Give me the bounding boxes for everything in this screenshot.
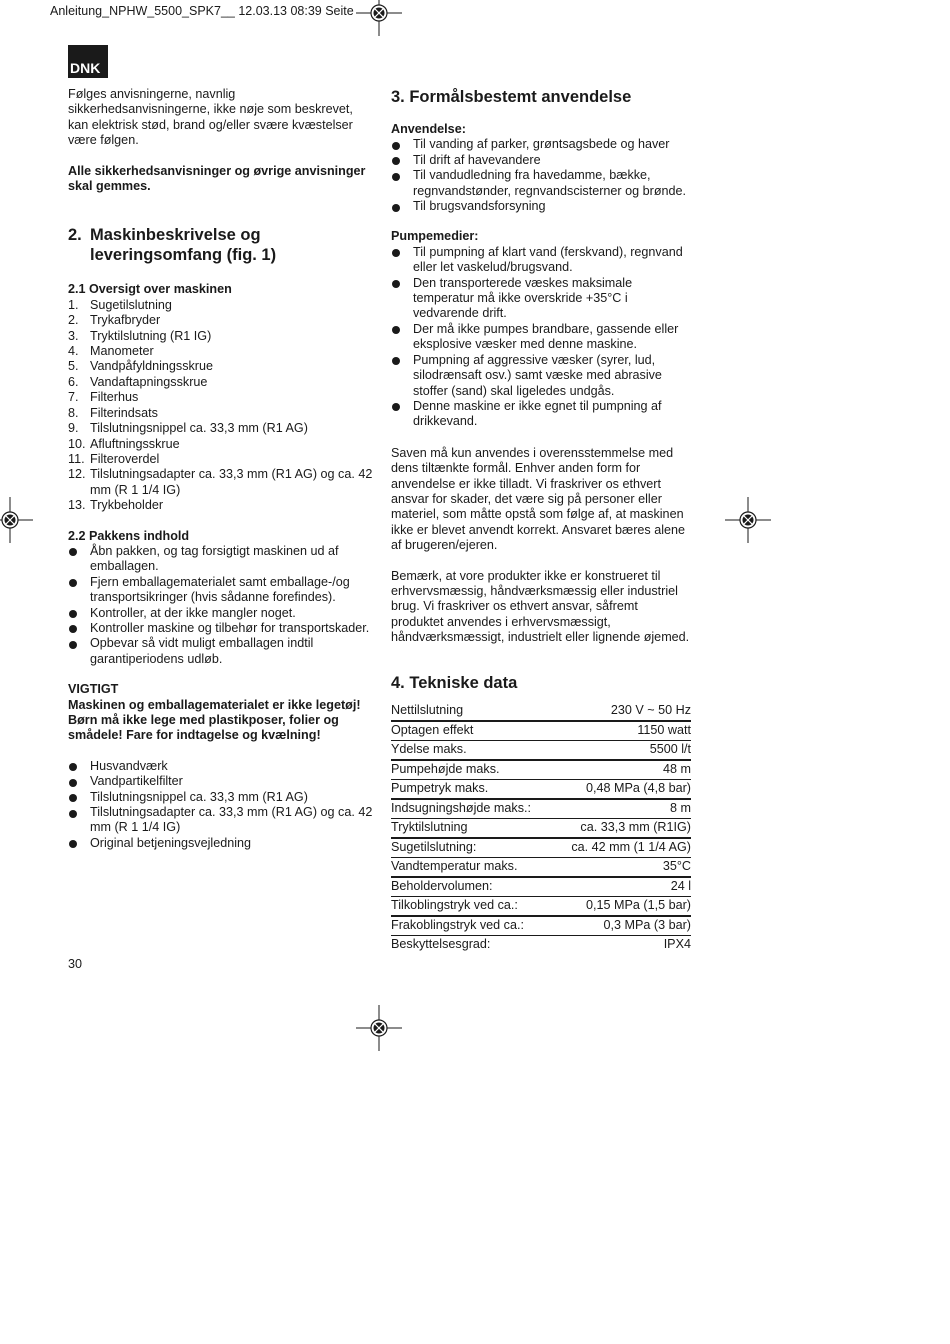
item-number: 6. [68,374,79,389]
spec-value: 0,48 MPa (4,8 bar) [553,779,691,799]
bullet-icon [391,153,413,168]
list-item [68,313,373,328]
item-text: Vandpartikelfilter [90,774,183,789]
item-number: 1. [68,297,79,312]
table-row [391,740,691,760]
bullet-icon [391,245,413,276]
list-item [68,621,373,636]
package-steps-list [68,544,373,667]
table-row [391,935,691,954]
item-text: Tryktilslutning (R1 IG) [90,328,212,343]
spec-value: ca. 42 mm (1 1/4 AG) [553,838,691,858]
list-item [68,406,373,421]
intro-paragraph: Følges anvisningerne, navnlig sikkerhedsanvisningerne, ikke nøje som beskrevet, kan elektrisk stød, brand og/eller svære kvæstelser være følgen. [68,87,353,148]
list-item [68,790,373,805]
list-item [391,276,691,322]
commercial-use-paragraph: Bemærk, at vore produkter ikke er konstrueret til erhvervsmæssig, håndværksmæssig eller industriel brug. Vi fraskriver os ethvert ansvar, såfremt produktet anvendes i erhvervsmæssigt, håndværksmæssigt, industrielt eller lignende øjemed. [391,568,690,645]
table-row [391,779,691,799]
item-text: Til brugsvandsforsyning [413,199,546,214]
pump-media-list [391,245,691,430]
item-text: Til vanding af parker, grøntsagsbede og haver [413,137,670,152]
list-item [68,836,373,851]
section-4-heading: 4. Tekniske data [391,673,518,692]
bullet-icon [391,399,413,430]
bullet-icon [68,621,90,636]
list-item [68,467,373,498]
spec-value: ca. 33,3 mm (R1IG) [553,818,691,838]
item-number: 3. [68,328,79,343]
section-2-heading [68,225,373,265]
list-item [68,344,373,359]
left-column [68,87,373,851]
item-text: Tilslutningsadapter ca. 33,3 mm (R1 AG) og ca. 42 mm (R 1 1/4 IG) [90,805,373,835]
item-text: Tilslutningsadapter ca. 33,3 mm (R1 AG) og ca. 42 mm (R 1 1/4 IG) [90,467,373,497]
table-row [391,760,691,780]
list-item [391,245,691,276]
item-number: 2. [68,313,79,328]
item-text: Tilslutningsnippel ca. 33,3 mm (R1 AG) [90,421,308,436]
item-text: Vandaftapningsskrue [90,374,208,389]
registration-mark-icon [0,497,33,543]
list-item [68,437,373,452]
item-text: Vandpåfyldningsskrue [90,359,213,374]
right-column [391,87,691,954]
list-item [68,805,373,836]
list-item [68,375,373,390]
item-number: 12. [68,467,86,482]
spec-label: Optagen effekt [391,721,553,741]
section-2-title: Maskinbeskrivelse og leveringsomfang (fig. 1) [90,226,277,265]
spec-label: Beskyttelsesgrad: [391,937,491,952]
list-item [68,390,373,405]
spec-label: Beholdervolumen: [391,877,553,897]
spec-label: Sugetilslutning: [391,838,553,858]
registration-mark-icon [356,0,402,36]
list-item [391,137,691,152]
warning-title: VIGTIGT [68,682,119,697]
list-item [68,298,373,313]
item-text: Til vandudledning fra havedamme, bække, regnvandstønder, regnvandscisterner og brønde. [413,168,687,198]
registration-mark-icon [356,1005,402,1051]
bullet-icon [391,137,413,152]
bullet-icon [391,199,413,214]
table-row [391,877,691,897]
item-text: Pumpning af aggressive væsker (syrer, lud, silodrænsaft osv.) samt væske med abrasive stoffer (sand) skal ligeledes undgås. [413,352,662,398]
item-text: Original betjeningsvejledning [90,835,252,850]
item-number: 9. [68,421,79,436]
keep-instructions-note: Alle sikkerhedsanvisninger og øvrige anvisninger skal gemmes. [68,163,366,194]
spec-label: Tryktilslutning [391,818,553,838]
bullet-icon [391,168,413,199]
purpose-paragraph: Saven må kun anvendes i overensstemmelse med dens tiltænkte formål. Enhver anden form for anvendelse er ikke tilladt. Vi fraskriver os ethvert ansvar for skader, det være sig på personer eller materiel, som måtte opstå som følge af, at maskinen ikke er blevet anvendt korrekt. Ansvaret bæres alene af brugeren/ejeren. [391,445,686,553]
item-text: Opbevar så vidt muligt emballagen indtil garantiperiodens udløb. [90,636,314,666]
table-row [391,799,691,819]
bullet-icon [68,774,90,789]
package-subheading: 2.2 Pakkens indhold [68,528,190,543]
page-number: 30 [68,957,83,971]
list-item [68,606,373,621]
item-text: Trykafbryder [90,313,161,328]
bullet-icon [68,606,90,621]
spec-value: 0,15 MPa (1,5 bar) [553,896,691,916]
usage-list [391,137,691,214]
item-text: Sugetilslutning [90,297,172,312]
table-row [391,838,691,858]
parts-list [68,298,373,514]
list-item [68,452,373,467]
table-row [391,896,691,916]
spec-value: 0,3 MPa (3 bar) [553,916,691,936]
item-text: Husvandværk [90,758,168,773]
list-item [68,759,373,774]
item-number: 4. [68,344,79,359]
spec-value: 48 m [553,760,691,780]
item-text: Der må ikke pumpes brandbare, gassende eller eksplosive væsker med denne maskine. [413,321,679,352]
table-row [391,857,691,877]
list-item [391,153,691,168]
item-number: 7. [68,390,79,405]
table-row [391,702,691,721]
bullet-icon [68,836,90,851]
bullet-icon [68,544,90,575]
spec-label: Indsugningshøjde maks.: [391,799,553,819]
spec-label: Frakoblingstryk ved ca.: [391,916,553,936]
item-text: Manometer [90,344,154,359]
warning-text: Maskinen og emballagematerialet er ikke legetøj! Børn må ikke lege med plastikposer, folier og smådele! Fare for indtagelse og kvælning! [68,697,361,743]
item-text: Åbn pakken, og tag forsigtigt maskinen ud af emballagen. [90,543,339,574]
bullet-icon [68,759,90,774]
spec-value: 1150 watt [553,721,691,741]
bullet-icon [391,353,413,399]
item-text: Filterindsats [90,405,158,420]
section-2-number: 2. [68,226,82,245]
item-text: Afluftningsskrue [90,436,180,451]
bullet-icon [68,636,90,667]
item-text: Filterhus [90,390,139,405]
spec-label: Tilkoblingstryk ved ca.: [391,896,553,916]
spec-value: 8 m [553,799,691,819]
table-row [391,916,691,936]
spec-label: Nettilslutning [391,702,553,721]
list-item [68,498,373,513]
table-row [391,721,691,741]
item-number: 10. [68,436,86,451]
spec-value: 35°C [553,857,691,877]
pump-media-subheading: Pumpemedier: [391,229,479,244]
spec-value: 230 V ~ 50 Hz [553,702,691,721]
list-item [391,399,691,430]
item-number: 11. [68,451,85,466]
table-row [391,818,691,838]
item-text: Fjern emballagematerialet samt emballage-/og transportsikringer (hvis sådanne forefindes). [90,574,350,605]
list-item [391,199,691,214]
registration-mark-icon [725,497,771,543]
item-text: Denne maskine er ikke egnet til pumpning af drikkevand. [413,398,662,429]
list-item [391,168,691,199]
item-number: 13. [68,498,86,513]
item-text: Tilslutningsnippel ca. 33,3 mm (R1 AG) [90,789,308,804]
list-item [68,636,373,667]
bullet-icon [68,805,90,836]
bullet-icon [68,790,90,805]
list-item [391,322,691,353]
bullet-icon [391,276,413,322]
item-text: Filteroverdel [90,451,160,466]
overview-subheading: 2.1 Oversigt over maskinen [68,282,232,297]
item-number: 5. [68,359,79,374]
item-text: Trykbeholder [90,498,164,513]
language-badge: DNK [68,45,108,78]
list-item [68,544,373,575]
spec-label: Vandtemperatur maks. [391,857,553,877]
list-item [68,421,373,436]
list-item [391,353,691,399]
list-item [68,359,373,374]
print-header: Anleitung_NPHW_5500_SPK7__ 12.03.13 08:39 Seite [50,4,354,18]
item-text: Til pumpning af klart vand (ferskvand), regnvand eller let vaskelud/brugsvand. [413,244,683,275]
spec-value: 24 l [553,877,691,897]
item-number: 8. [68,405,79,420]
item-text: Til drift af havevandere [413,152,541,167]
bullet-icon [68,575,90,606]
section-3-heading: 3. Formålsbestemt anvendelse [391,88,632,106]
bullet-icon [391,322,413,353]
spec-label: Pumpehøjde maks. [391,760,553,780]
usage-subheading: Anvendelse: [391,122,466,136]
item-text: Den transporterede væskes maksimale temperatur må ikke overskride +35°C i vedvarende drift. [413,275,633,321]
spec-label: Ydelse maks. [391,740,553,760]
list-item [68,329,373,344]
item-text: Kontroller, at der ikke mangler noget. [90,605,296,620]
item-text: Kontroller maskine og tilbehør for transportskader. [90,620,370,635]
delivery-contents-list [68,759,373,851]
spec-label: Pumpetryk maks. [391,779,553,799]
list-item [68,774,373,789]
spec-value: IPX4 [663,937,691,952]
spec-value: 5500 l/t [553,740,691,760]
list-item [68,575,373,606]
technical-data-table [391,702,691,954]
